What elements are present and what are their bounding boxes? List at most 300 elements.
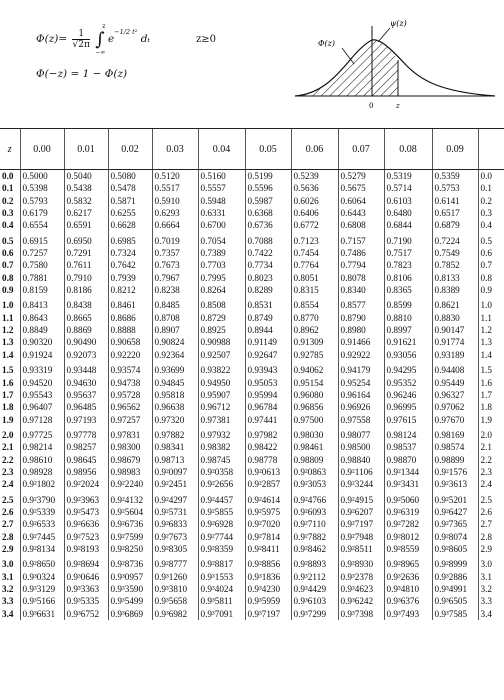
table-cell: 0.7486	[338, 247, 384, 259]
row-z-label-right: 0.2	[478, 195, 504, 207]
table-cell: 0.9²8694	[64, 555, 108, 570]
table-cell: 0.9³4024	[198, 583, 245, 595]
table-cell: 0.94179	[338, 361, 384, 376]
table-cell: 0.5478	[108, 182, 152, 194]
table-cell: 0.9²7948	[338, 531, 384, 543]
table-row	[0, 336, 504, 348]
table-cell: 0.9²5975	[245, 506, 291, 518]
table-cell: 0.9³6376	[384, 595, 432, 607]
table-cell: 0.9²4614	[245, 491, 291, 506]
header-col-0.06: 0.06	[291, 129, 338, 170]
table-row	[0, 466, 504, 478]
table-cell: 0.5279	[338, 170, 384, 183]
header-col-0.00: 0.00	[20, 129, 64, 170]
table-cell: 0.5948	[198, 195, 245, 207]
row-z-label-right: 3.4	[478, 608, 504, 620]
table-cell: 0.92507	[198, 349, 245, 361]
table-cell: 0.9³5166	[20, 595, 64, 607]
formula-fraction	[72, 29, 89, 50]
row-z-label-right: 1.8	[478, 401, 504, 413]
integral-upper-limit: z	[102, 22, 106, 30]
table-cell: 0.8621	[432, 296, 478, 311]
table-cell: 0.7257	[20, 247, 64, 259]
table-cell: 0.9²8650	[20, 555, 64, 570]
table-cell: 0.90490	[64, 336, 108, 348]
table-cell: 0.9²8411	[245, 543, 291, 555]
table-cell: 0.95907	[198, 389, 245, 401]
table-cell: 0.9³2378	[338, 571, 384, 583]
table-row	[0, 170, 504, 183]
row-z-label: 0.3	[2, 208, 14, 219]
table-cell: 0.92220	[108, 349, 152, 361]
header-z: z	[0, 129, 20, 170]
table-cell: 0.95053	[245, 377, 291, 389]
table-cell: 0.93574	[108, 361, 152, 376]
table-cell: 0.5000	[20, 170, 64, 183]
table-cell: 0.96712	[198, 401, 245, 413]
table-cell: 0.91924	[20, 349, 64, 361]
table-cell: 0.7995	[198, 272, 245, 284]
table-cell: 0.8708	[152, 312, 198, 324]
table-cell: 0.8925	[198, 324, 245, 336]
table-cell: 0.9³3129	[20, 583, 64, 595]
table-cell: 0.9³5658	[152, 595, 198, 607]
table-cell: 0.7939	[108, 272, 152, 284]
row-z-label: 1.4	[2, 349, 14, 360]
table-cell: 0.96485	[64, 401, 108, 413]
table-cell: 0.9²2451	[152, 478, 198, 490]
table-cell: 0.9³4991	[432, 583, 478, 595]
header-col-0.07: 0.07	[338, 129, 384, 170]
table-cell: 0.95154	[291, 377, 338, 389]
table-cell: 0.95449	[432, 377, 478, 389]
table-cell: 0.9³6631	[20, 608, 64, 620]
table-cell: 0.9²8999	[432, 555, 478, 570]
row-z-label: 1.3	[2, 337, 14, 348]
table-cell: 0.5319	[384, 170, 432, 183]
table-cell: 0.98341	[152, 441, 198, 453]
table-cell: 0.97831	[108, 426, 152, 441]
table-cell: 0.92785	[291, 349, 338, 361]
graph-label-psi: ψ(z)	[390, 19, 407, 28]
table-cell: 0.9²3613	[432, 478, 478, 490]
table-cell: 0.9³1553	[198, 571, 245, 583]
table-cell: 0.98870	[384, 454, 432, 466]
row-z-label: 0.7	[2, 260, 14, 271]
table-cell: 0.7580	[20, 259, 64, 271]
row-z-label: 2.1	[2, 442, 14, 453]
table-cell: 0.9²8856	[245, 555, 291, 570]
row-z-label: 0.6	[2, 248, 14, 259]
table-cell: 0.98500	[338, 441, 384, 453]
table-cell: 0.7910	[64, 272, 108, 284]
table-cell: 0.98645	[64, 454, 108, 466]
table-cell: 0.9²8965	[384, 555, 432, 570]
table-cell: 0.8186	[64, 284, 108, 296]
psi-pointer	[378, 28, 390, 42]
table-cell: 0.9²8462	[291, 543, 338, 555]
row-z-label-right: 1.1	[478, 312, 504, 324]
table-cell: 0.7454	[291, 247, 338, 259]
row-z-label: 1.6	[2, 377, 14, 388]
table-cell: 0.96562	[108, 401, 152, 413]
table-cell: 0.9²7673	[152, 531, 198, 543]
table-cell: 0.9³4810	[384, 583, 432, 595]
table-cell: 0.9²7365	[432, 518, 478, 530]
table-cell: 0.8577	[338, 296, 384, 311]
table-cell: 0.7224	[432, 232, 478, 247]
table-row	[0, 377, 504, 389]
table-cell: 0.5596	[245, 182, 291, 194]
table-cell: 0.90824	[152, 336, 198, 348]
table-cell: 0.6808	[338, 219, 384, 231]
table-cell: 0.7764	[291, 259, 338, 271]
table-row	[0, 182, 504, 194]
row-z-label: 2.3	[2, 466, 14, 477]
row-z-label-right: 3.1	[478, 571, 504, 583]
table-cell: 0.8289	[245, 284, 291, 296]
table-cell: 0.5793	[20, 195, 64, 207]
table-cell: 0.8599	[384, 296, 432, 311]
table-cell: 0.91309	[291, 336, 338, 348]
table-cell: 0.6026	[291, 195, 338, 207]
table-cell: 0.94520	[20, 377, 64, 389]
table-cell: 0.9²7020	[245, 518, 291, 530]
table-cell: 0.98077	[338, 426, 384, 441]
row-z-label-right: 2.2	[478, 454, 504, 466]
row-z-label-right: 1.5	[478, 361, 504, 376]
table-cell: 0.9²7197	[338, 518, 384, 530]
table-cell: 0.9²3431	[384, 478, 432, 490]
table-cell: 0.8133	[432, 272, 478, 284]
table-cell: 0.9²8605	[432, 543, 478, 555]
table-cell: 0.9²4132	[108, 491, 152, 506]
table-cell: 0.7357	[152, 247, 198, 259]
table-cell: 0.9³7091	[198, 608, 245, 620]
table-cell: 0.9³0957	[108, 571, 152, 583]
table-cell: 0.8790	[338, 312, 384, 324]
row-z-label: 2.7	[2, 519, 14, 530]
row-z-label-right: 2.0	[478, 426, 504, 441]
table	[0, 128, 504, 620]
table-cell: 0.95818	[152, 389, 198, 401]
table-cell: 0.7157	[338, 232, 384, 247]
table-row	[0, 555, 504, 570]
table-cell: 0.5080	[108, 170, 152, 183]
table-cell: 0.9²7599	[108, 531, 152, 543]
table-cell: 0.96638	[152, 401, 198, 413]
table-cell: 0.9²8893	[291, 555, 338, 570]
table-cell: 0.8212	[108, 284, 152, 296]
table-cell: 0.8907	[152, 324, 198, 336]
table-cell: 0.98809	[291, 454, 338, 466]
table-cell: 0.6915	[20, 232, 64, 247]
table-cell: 0.9²5473	[64, 506, 108, 518]
table-cell: 0.98422	[245, 441, 291, 453]
table-cell: 0.9²0097	[152, 466, 198, 478]
table-cell: 0.9²7445	[20, 531, 64, 543]
table-cell: 0.9²4915	[338, 491, 384, 506]
table-cell: 0.9²8012	[384, 531, 432, 543]
table-cell: 0.97778	[64, 426, 108, 441]
table-cell: 0.96327	[432, 389, 478, 401]
table-cell: 0.96164	[338, 389, 384, 401]
row-z-label-right: 2.7	[478, 518, 504, 530]
table-cell: 0.5871	[108, 195, 152, 207]
table-cell: 0.8264	[198, 284, 245, 296]
table-cell: 0.7422	[245, 247, 291, 259]
table-cell: 0.9²7110	[291, 518, 338, 530]
table-cell: 0.98928	[20, 466, 64, 478]
table-cell: 0.9²6319	[384, 506, 432, 518]
table-cell: 0.9²6928	[198, 518, 245, 530]
table-cell: 0.6179	[20, 207, 64, 219]
table-row	[0, 272, 504, 284]
table-cell: 0.90988	[198, 336, 245, 348]
row-z-label: 3.2	[2, 584, 14, 594]
table-cell: 0.5359	[432, 170, 478, 183]
table-row	[0, 583, 504, 595]
table-cell: 0.93319	[20, 361, 64, 376]
table-row	[0, 361, 504, 376]
table-cell: 0.5040	[64, 170, 108, 183]
table-cell: 0.96784	[245, 401, 291, 413]
table-cell: 0.7703	[198, 259, 245, 271]
formula-condition: z≥0	[196, 34, 217, 45]
table-cell: 0.6064	[338, 195, 384, 207]
table-row	[0, 506, 504, 518]
table-cell: 0.7088	[245, 232, 291, 247]
shaded-area	[295, 40, 398, 96]
table-cell: 0.7324	[108, 247, 152, 259]
table-cell: 0.9²0863	[291, 466, 338, 478]
table-cell: 0.7611	[64, 259, 108, 271]
table-cell: 0.9²0358	[198, 466, 245, 478]
table-cell: 0.5199	[245, 170, 291, 183]
table-cell: 0.6406	[291, 207, 338, 219]
row-z-label-right: 2.1	[478, 441, 504, 453]
table-cell: 0.9²7814	[245, 531, 291, 543]
table-cell: 0.9³7398	[338, 608, 384, 620]
table-cell: 0.9²5604	[108, 506, 152, 518]
table-cell: 0.7852	[432, 259, 478, 271]
table-cell: 0.9³1836	[245, 571, 291, 583]
table-cell: 0.9³7299	[291, 608, 338, 620]
table-cell: 0.8106	[384, 272, 432, 284]
table-cell: 0.5714	[384, 182, 432, 194]
row-z-label: 2.0	[2, 429, 14, 440]
table-cell: 0.8023	[245, 272, 291, 284]
table-cell: 0.6950	[64, 232, 108, 247]
table-cell: 0.6517	[432, 207, 478, 219]
table-cell: 0.8888	[108, 324, 152, 336]
header-col-0.08: 0.08	[384, 129, 432, 170]
table-cell: 0.8078	[338, 272, 384, 284]
table-cell: 0.6700	[198, 219, 245, 231]
row-z-label: 2.8	[2, 531, 14, 542]
table-cell: 0.97882	[152, 426, 198, 441]
table-cell: 0.95637	[64, 389, 108, 401]
formula-denominator: √2π	[72, 39, 90, 50]
table-cell: 0.9³7585	[432, 608, 478, 620]
table-cell: 0.9²2240	[108, 478, 152, 490]
formula-exponent: −1/2 t²	[114, 28, 138, 36]
row-z-label-right: 1.9	[478, 414, 504, 426]
formula-definition	[36, 22, 151, 56]
table-cell: 0.9³6505	[432, 595, 478, 607]
row-z-label-right: 3.0	[478, 555, 504, 570]
table-cell: 0.93943	[245, 361, 291, 376]
table-cell: 0.7549	[432, 247, 478, 259]
table-cell: 0.9³4429	[291, 583, 338, 595]
table-cell: 0.8665	[64, 312, 108, 324]
header-col-0.02: 0.02	[108, 129, 152, 170]
row-z-label-right: 1.4	[478, 349, 504, 361]
table-cell: 0.6217	[64, 207, 108, 219]
table-cell: 0.9²6736	[108, 518, 152, 530]
table-cell: 0.7517	[384, 247, 432, 259]
table-cell: 0.9²6636	[64, 518, 108, 530]
table-cell: 0.6443	[338, 207, 384, 219]
table-cell: 0.7054	[198, 232, 245, 247]
table-cell: 0.7881	[20, 272, 64, 284]
table-cell: 0.9²5339	[20, 506, 64, 518]
table-cell: 0.6554	[20, 219, 64, 231]
table-row	[0, 595, 504, 607]
table-cell: 0.8389	[432, 284, 478, 296]
table-cell: 0.8830	[432, 312, 478, 324]
table-cell: 0.9³0646	[64, 571, 108, 583]
table-cell: 0.9²8359	[198, 543, 245, 555]
table-cell: 0.9³6103	[291, 595, 338, 607]
table-cell: 0.97500	[291, 414, 338, 426]
table-cell: 0.8810	[384, 312, 432, 324]
table-cell: 0.6628	[108, 219, 152, 231]
formula-integrand: e	[107, 33, 115, 45]
table-cell: 0.9³2636	[384, 571, 432, 583]
table-cell: 0.9²4457	[198, 491, 245, 506]
row-z-label-right: 2.3	[478, 466, 504, 478]
table-cell: 0.94295	[384, 361, 432, 376]
row-z-label: 2.6	[2, 506, 14, 517]
table-cell: 0.9²8134	[20, 543, 64, 555]
header-col-0.05: 0.05	[245, 129, 291, 170]
table-cell: 0.9²6427	[432, 506, 478, 518]
table-cell: 0.97257	[108, 414, 152, 426]
table-cell: 0.7673	[152, 259, 198, 271]
table-cell: 0.9²1802	[20, 478, 64, 490]
table-cell: 0.97725	[20, 426, 64, 441]
row-z-label-right: 2.9	[478, 543, 504, 555]
table-cell: 0.5160	[198, 170, 245, 183]
table-cell: 0.6985	[108, 232, 152, 247]
table-cell: 0.8413	[20, 296, 64, 311]
table-cell: 0.9²5201	[432, 491, 478, 506]
row-z-label: 1.1	[2, 312, 14, 323]
row-z-label-right: 1.0	[478, 296, 504, 311]
table-cell: 0.9³7493	[384, 608, 432, 620]
table-cell: 0.98899	[432, 454, 478, 466]
table-cell: 0.8531	[245, 296, 291, 311]
table-cell: 0.8997	[384, 324, 432, 336]
table-cell: 0.98537	[384, 441, 432, 453]
table-cell: 0.7734	[245, 259, 291, 271]
table-cell: 0.93822	[198, 361, 245, 376]
table-cell: 0.9²8074	[432, 531, 478, 543]
table-cell: 0.9²2656	[198, 478, 245, 490]
table-cell: 0.9²8930	[338, 555, 384, 570]
row-z-label: 3.4	[2, 608, 14, 619]
table-cell: 0.98214	[20, 441, 64, 453]
row-z-label: 1.8	[2, 402, 14, 413]
table-cell: 0.91466	[338, 336, 384, 348]
table-cell: 0.5239	[291, 170, 338, 183]
table-row	[0, 284, 504, 296]
header-col-0.03: 0.03	[152, 129, 198, 170]
table-cell: 0.9²3790	[20, 491, 64, 506]
table-cell: 0.93699	[152, 361, 198, 376]
table-cell: 0.6480	[384, 207, 432, 219]
table-cell: 0.9²7882	[291, 531, 338, 543]
table-cell: 0.94630	[64, 377, 108, 389]
table-row	[0, 259, 504, 271]
table-row	[0, 426, 504, 441]
row-z-label: 2.9	[2, 543, 14, 554]
table-cell: 0.9²8511	[338, 543, 384, 555]
table-cell: 0.9²2857	[245, 478, 291, 490]
formula-header	[0, 0, 504, 128]
table-cell: 0.5438	[64, 182, 108, 194]
table-cell: 0.8051	[291, 272, 338, 284]
table-row	[0, 531, 504, 543]
row-z-label-right: 1.7	[478, 389, 504, 401]
table-cell: 0.95994	[245, 389, 291, 401]
table-cell: 0.98461	[291, 441, 338, 453]
table-cell: 0.9²7282	[384, 518, 432, 530]
row-z-label-right: 0.5	[478, 232, 504, 247]
row-z-label-right: 1.3	[478, 336, 504, 348]
table-cell: 0.5636	[291, 182, 338, 194]
table-cell: 0.5557	[198, 182, 245, 194]
table-cell: 0.6368	[245, 207, 291, 219]
row-z-label-right: 2.6	[478, 506, 504, 518]
table-cell: 0.9²2024	[64, 478, 108, 490]
row-z-label-right: 0.0	[478, 170, 504, 183]
row-z-label: 1.7	[2, 389, 14, 400]
table-cell: 0.92073	[64, 349, 108, 361]
table-row	[0, 232, 504, 247]
table-cell: 0.6844	[384, 219, 432, 231]
table-cell: 0.6736	[245, 219, 291, 231]
table-cell: 0.8508	[198, 296, 245, 311]
table-cell: 0.8485	[152, 296, 198, 311]
table-cell: 0.7823	[384, 259, 432, 271]
table-cell: 0.98679	[108, 454, 152, 466]
row-z-label-right: 0.3	[478, 207, 504, 219]
table-cell: 0.94408	[432, 361, 478, 376]
table-cell: 0.9²6093	[291, 506, 338, 518]
table-cell: 0.9²5060	[384, 491, 432, 506]
table-cell: 0.8554	[291, 296, 338, 311]
table-cell: 0.9²8193	[64, 543, 108, 555]
row-z-label-right: 0.9	[478, 284, 504, 296]
row-z-label-right: 3.2	[478, 583, 504, 595]
table-cell: 0.6293	[152, 207, 198, 219]
table-cell: 0.5398	[20, 182, 64, 194]
table-cell: 0.98983	[108, 466, 152, 478]
table-cell: 0.93448	[64, 361, 108, 376]
row-z-label-right: 0.7	[478, 259, 504, 271]
